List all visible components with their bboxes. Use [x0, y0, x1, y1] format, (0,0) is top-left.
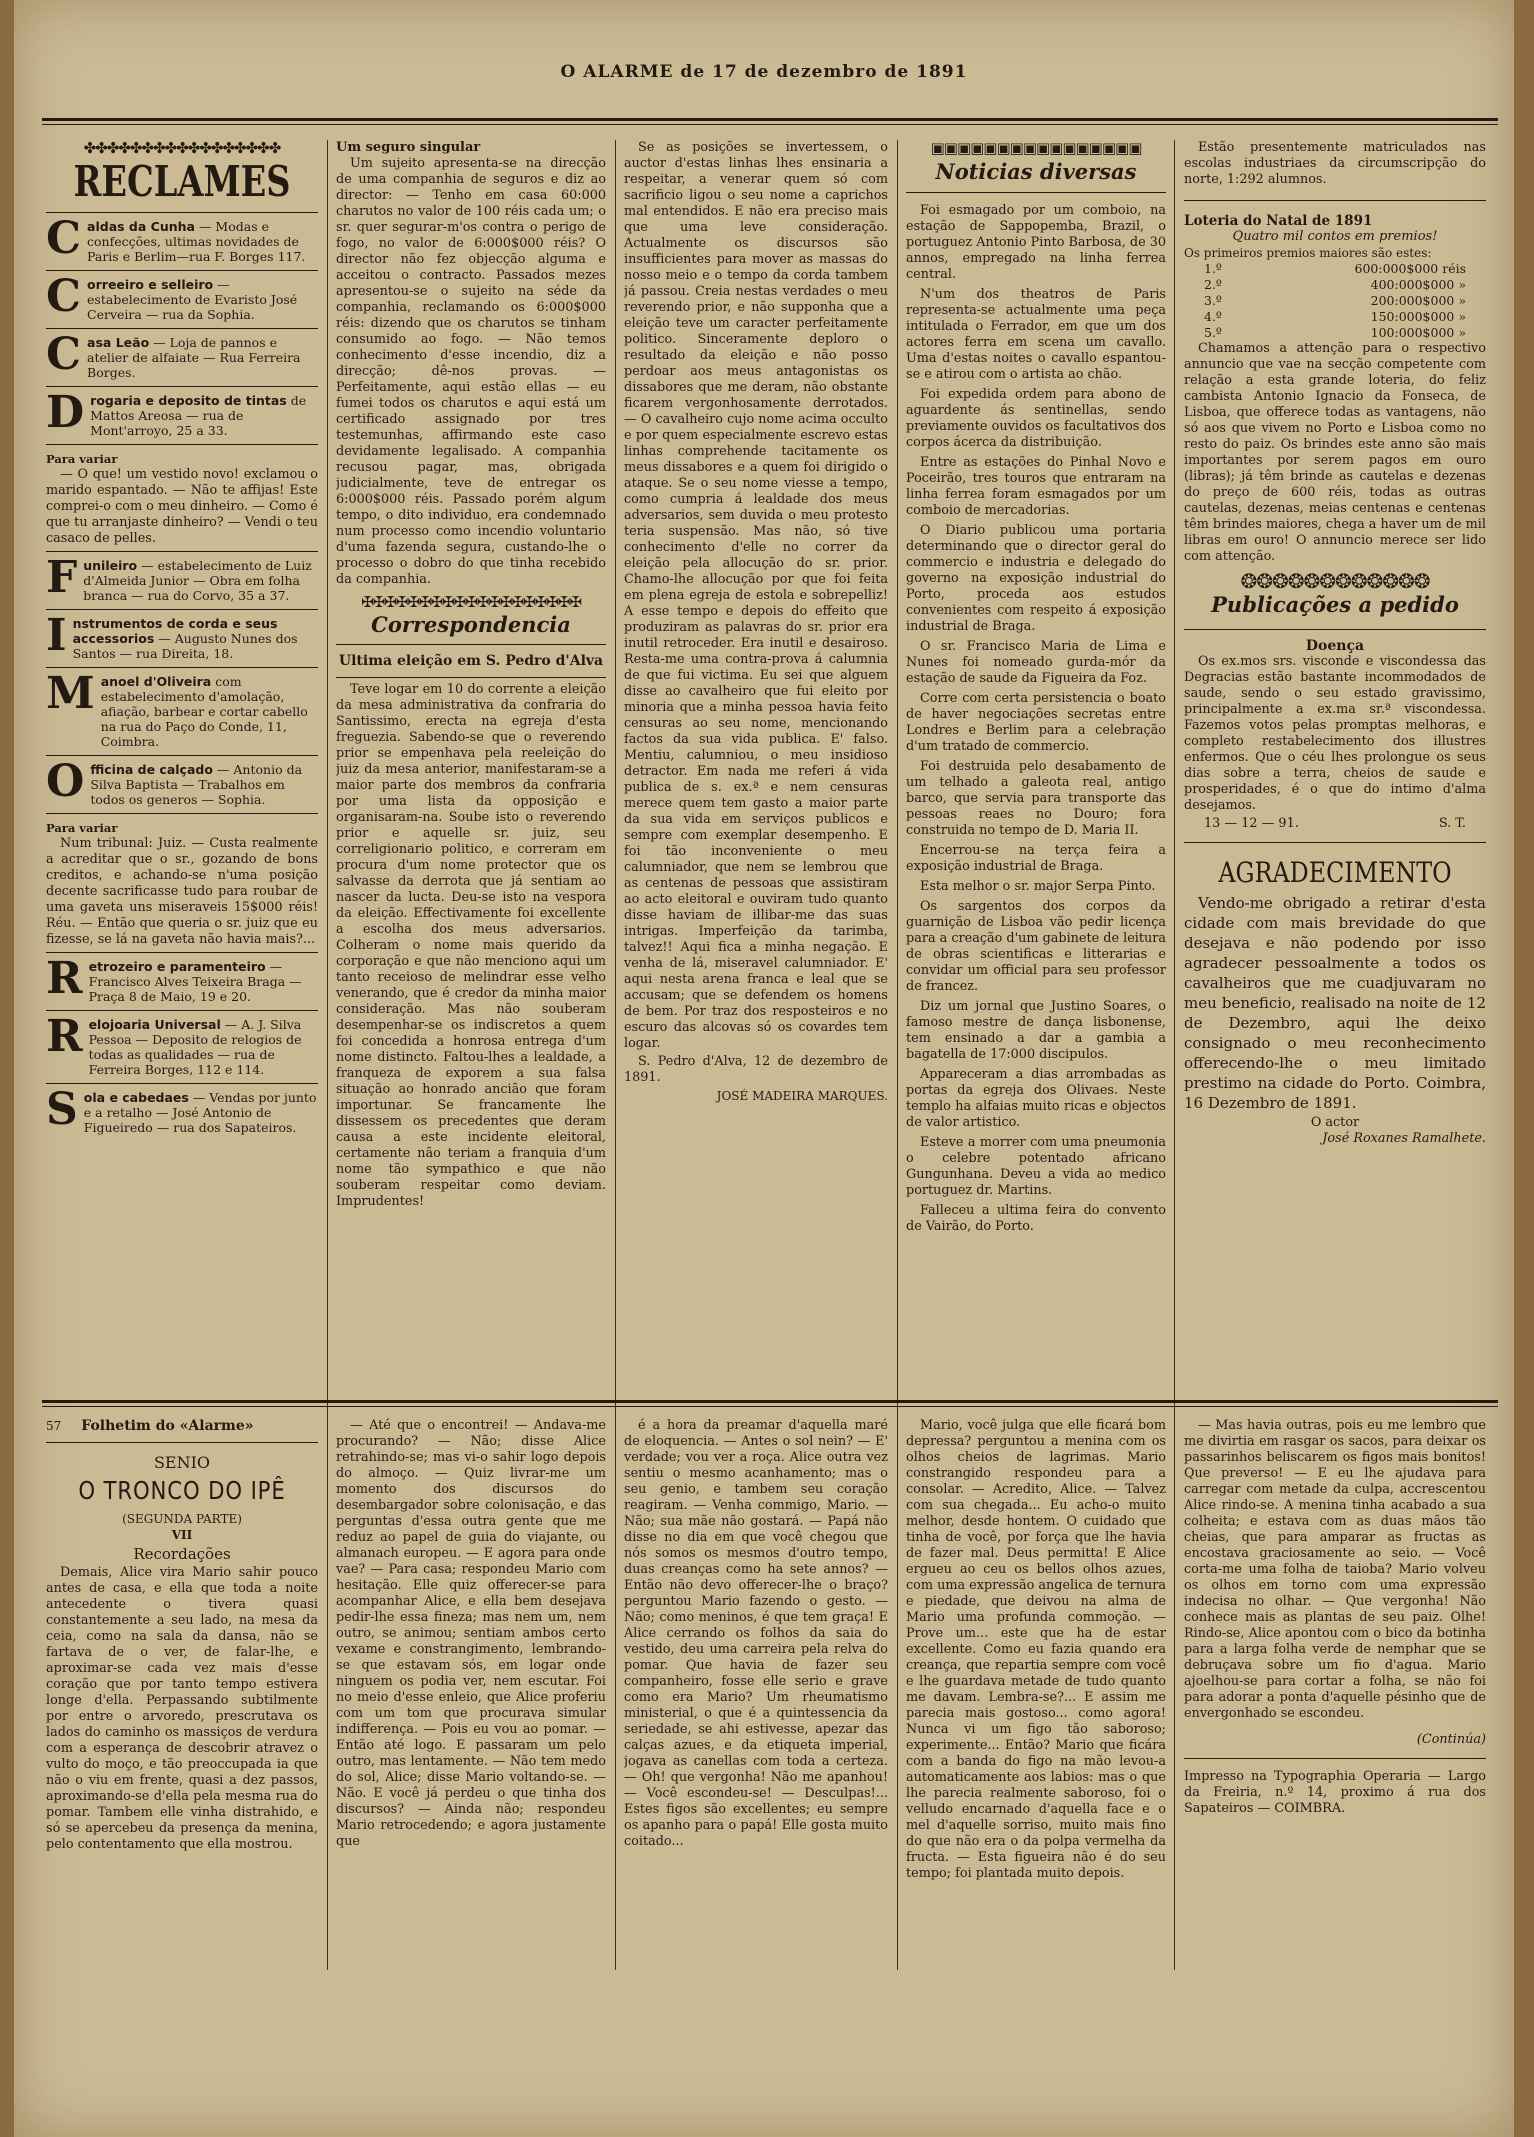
correspondencia-signature: JOSÉ MADEIRA MARQUES. [716, 1089, 888, 1103]
seguro-text: Um sujeito apresenta-se na direcção de uma companhia de seguros e diz ao director: — Tenho em casa 60:000 charutos no valor de 100 réis cada um; o sr. quer segurar-m'os contra o perigo de fogo, no valor de 6:000$000 réis? O director não fez objecção alguma e acceitou o contracto. Passados mezes apresentou-se o sujeito na séde da companhia, reclamando os 6:000$000 réis: dizendo que os charutos se tinham consumido ao fogo. — Não temos conhecimento d'esse incendio, diz a direcção; dê-nos provas. — Perfeitamente, aqui estão ellas — eu fumei todos os charutos e aqui está um certificado assignado por tres testemunhas, affirmando este caso devidamente legalisado. A companhia recusou pagar, mas, obrigada judicialmente, teve de entregar os 6:000$000 réis. Passado porém algum tempo, o dito individuo, era condemnado num processo como incendio voluntario d'uma fazenda segura, custando-lhe o processo o dobro do que tinha recebido da companhia. [336, 156, 606, 587]
loteria-subtitle: Quatro mil contos em premios! [1232, 229, 1438, 244]
ad-drogaria: D rogaria e deposito de tintas de Mattos Areosa — rua de Mont'arroyo, 25 a 33. [46, 387, 307, 438]
joke-text: Num tribunal: Juiz. — Custa realmente a acreditar que o sr., gozando de bons creditos, e achando-se n'uma posição decente sacrificasse tudo para roubar de uma gaveta uns miseraveis 15$000 réis! Réu. — Então que queria o sr. juiz que eu fizesse, se lá na gaveta não havia mais?... [46, 836, 318, 947]
folhetim-col-3 [624, 1418, 888, 1978]
agradecimento-signature: José Roxanes Ramalhete. [1322, 1131, 1486, 1146]
joke-heading: Para variar [46, 821, 118, 835]
folhetim-title: O TRONCO DO IPÊ [78, 1476, 286, 1505]
joke-heading: Para variar [46, 452, 118, 466]
loteria-text: Chamamos a attenção para o respectivo annuncio que vae na secção competente com relação a esta grande loteria, do feliz cambista Antonio Ignacio da Fonseca, de Lisboa, que offerece todas as vantagens, não só aos que vivem no Porto e Lisboa como no resto do paiz. Os brindes este anno são mais importantes por serem pagos em ouro (libras); já têm brinde as cautelas e dezenas do preço de 600 réis, todas as outras cautelas, dezenas, meias centenas e centenas têm brindes maiores, chega a haver um de mil libras em ouro! O annuncio merece ser lido com attenção. [1184, 341, 1486, 564]
correspondencia-place: S. Pedro d'Alva, 12 de dezembro de 1891. [624, 1054, 888, 1085]
folhetim-text: é a hora da preamar d'aquella maré de eloquencia. — Antes o sol nein? — E' verdade; vou ver a roça. Alice outra vez sentiu o mesmo acanhamento; mas o seu genio, e tambem seu coração reagiram. — Venha commigo, Mario. — Não; sua mãe não gostará. — Papá não disse no dia em que você chegou que nós somos os mesmos d'outro tempo, duas creanças como ha sete annos? — Então não devo offerecer-lhe o braço? perguntou Mario fazendo o gesto. — Não; como meninos, é que tem graça! E Alice cerrando os folhos da saia do vestido, deu uma carreira pela relva do pomar. Que havia de fazer seu companheiro, fosse elle serio e grave como era Mario? Um rheumatismo ministerial, o que é a quintessencia da seriedade, se ahi estivesse, apezar das calças azues, e da etiqueta imperial, jogava as canellas com toda a certeza. — Oh! que vergonha! Não me apanhou! — Você escondeu-se! — Desculpas!... Estes figos são excellentes; eu sempre os apanho para o papá! Elle gosta muito coitado... [624, 1418, 888, 1849]
seguro-title: Um seguro singular [336, 140, 481, 155]
agradecimento-title: AGRADECIMENTO [1218, 856, 1452, 889]
masthead-rule [42, 118, 1498, 121]
prize-row: 1.º 600:000$000 réis [1204, 261, 1466, 276]
joke-text: — O que! um vestido novo! exclamou o marido espantado. — Não te affijas! Este comprei-o com o meu dinheiro. — Como é que tu arranjaste dinheiro? — Vendi o teu casaco de pelles. [46, 467, 318, 546]
folhetim-text: Mario, você julga que elle ficará bom depressa? perguntou a menina com os olhos cheios de lagrimas. Mario constrangido respondeu para a consolar. — Acredito, Alice. — Talvez com sua chegada... Eu acho-o muito melhor, desde hontem. O cuidado que tinha de você, por força que lhe havia de fazer mal. Deus permitta! E Alice ergueu ao ceu os bellos olhos azues, com uma expressão angelica de ternura e piedade, que deivou na alma de Mario uma profunda commoção. — Prove um... este que ha de estar excellente. Como eu fazia quando era creança, que repartia sempre com você e lhe guardava metade de tudo quanto me davam. Lembra-se?... E assim me parecia mais gostoso... como agora! Nunca vi um figo tão saboroso; experimente... Então? Mario que ficára com a banda do figo na mão levou-a automaticamente aos labios: mas o que lhe parecia realmente saboroso, foi o velludo encarnado d'aquella face e o mel d'aquelle sorriso, muito mais fino do que não era o da polpa vermelha da fructa. — Esta figueira não é do seu tempo; foi plantada muito depois. [906, 1418, 1166, 1881]
noticia-item: Foi esmagado por um comboio, na estação de Sappopemba, Brazil, o portuguez Antonio Pinto Barbosa, de 30 annos, empregado na linha ferrea central. [906, 203, 1166, 282]
folhetim-col-4 [906, 1418, 1166, 1978]
ad-retrozeiro: R etrozeiro e paramenteiro — Francisco Alves Teixeira Braga — Praça 8 de Maio, 19 e 20. [46, 953, 302, 1004]
correspondencia-text: Teve logar em 10 do corrente a eleição da mesa administrativa da confraria do Santissimo, erecta na egreja d'esta freguezia. Sabendo-se que o reverendo prior se empenhava pela reeleição do juiz da mesa anterior, manifestaram-se a maior parte dos membros da confraria por uma lista da opposição e organisaram-na. Soube isto o reverendo prior e aquelle sr. juiz, seu correligionario politico, e correram em procura d'um nome protector que os salvasse da derrota que já sentiam ao nascer da lucta. Deu-se isto na vespora da eleição. Effectivamente foi excellente a escolha dos meus adversarios. Colheram o nome mais querido da corporação e que não menciono aqui um tanto receioso de melindrar esse velho venerando, que é credor da minha maior consideração. Mas não souberam desempenhar-se os indiscretos a quem foi concedida a honrosa entrega d'um nome distincto. Faltou-lhes a lealdade, a franqueza de exporem a sua falsa situação ao honrado ancião que foram importunar. Se francamente lhe dissessem os precedentes que deram causa a este incidente eleitoral, certamente não teriam a franquia d'um nome tão sympathico e que não souberam respeitar como deviam. Imprudentes! [336, 682, 606, 1209]
noticia-item: Foi expedida ordem para abono de aguardente ás sentinellas, sendo previamente ouvidos os facultativos dos corpos ácerca da distribuição. [906, 387, 1166, 450]
folhetim-col-2 [336, 1418, 606, 1978]
prize-list [1184, 261, 1486, 341]
masthead-rule-thin [42, 124, 1498, 125]
loteria-lead: Os primeiros premios maiores são estes: [1184, 246, 1432, 260]
ad-funileiro: F unileiro — estabelecimento de Luiz d'Almeida Junior — Obra em folha branca — rua do Corvo, 35 a 37. [46, 552, 312, 603]
correspondencia-subtitle: Ultima eleição em S. Pedro d'Alva [338, 653, 604, 669]
ornament-border: ✠✠✠✠✠✠✠✠✠✠✠✠✠✠✠✠✠✠✠ [361, 594, 581, 610]
noticia-item: N'um dos theatros de Paris representa-se actualmente uma peça intitulada o Ferrador, em que um dos actores ferra em scena um cavallo. Uma d'estas noites o cavallo espantou-se e atirou com o artista ao chão. [906, 287, 1166, 382]
noticia-item: Esta melhor o sr. major Serpa Pinto. [920, 879, 1156, 894]
prize-row: 2.º 400:000$000 » [1204, 277, 1466, 292]
reclames-title: RECLAMES [73, 157, 291, 206]
prize-row: 3.º 200:000$000 » [1204, 293, 1466, 308]
noticia-item: Appareceram a dias arrombadas as portas da egreja dos Olivaes. Neste templo ha alfaias muito ricas e objectos de valor artistico. [906, 1067, 1166, 1130]
folhetim-col-5 [1184, 1418, 1486, 1978]
noticia-item: O sr. Francisco Maria de Lima e Nunes foi nomeado gurda-mór da estação de saude da Figueira da Foz. [906, 639, 1166, 686]
loteria-title: Loteria do Natal de 1891 [1184, 213, 1373, 229]
noticia-item: Os sargentos dos corpos da guarnição de Lisboa vão pedir licença para a creação d'um gabinete de leitura de obras scientificas e litterarias e convidar um official para seu professor de francez. [906, 899, 1166, 994]
ad-relojoaria: R elojoaria Universal — A. J. Silva Pessoa — Deposito de relogios de todas as qualidades — rua de Ferreira Borges, 112 e 114. [46, 1011, 302, 1077]
column-divider [327, 140, 328, 1970]
imprint: Impresso na Typographia Operaria — Largo da Freiria, n.º 14, proximo á rua dos Sapateiros — COIMBRA. [1184, 1769, 1486, 1816]
noticias-title: Noticias diversas [935, 159, 1137, 184]
ad-casa-leao: C asa Leão — Loja de pannos e atelier de alfaiate — Rua Ferreira Borges. [46, 329, 301, 380]
prize-row: 5.º 100:000$000 » [1204, 325, 1466, 340]
ad-sola: S ola e cabedaes — Vendas por junto e a retalho — José Antonio de Figueiredo — rua dos Sapateiros. [46, 1084, 317, 1135]
column-divider [615, 140, 616, 1970]
doenca-footer: 13 — 12 — 91. S. T. [1204, 816, 1466, 831]
folhetim-text: — Mas havia outras, pois eu me lembro que me divirtia em rasgar os sacos, para deixar os passarinhos beliscarem os figos mais bonitos! Que preverso! — E eu lhe ajudava para carregar com metade da culpa, accrescentou Alice rindo-se. A menina tinha acabado a sua colheita; e estava com as duas mãos tão cheias, que para amparar as fructas as encostava graciosamente ao seio. — Você corta-me uma folha de taioba? Mario volveu os olhos em torno com uma expressão indecisa no olhar. — Que vergonha! Não conhece mais as plantas de seu paiz. Olhe! Rindo-se, Alice apontou com o bico da botinha para a larga folha verde de nemphar que se debruçava sobre um fio d'agua. Mario ajoelhou-se para cortar a folha, se não foi para adorar a ponta d'aquelle pésinho que de envergonhado se escondeu. [1184, 1418, 1486, 1721]
noticia-item: Esteve a morrer com uma pneumonia o celebre potentado africano Gungunhana. Deveu a vida ao medico portuguez dr. Martins. [906, 1135, 1166, 1198]
column-divider [897, 140, 898, 1970]
agradecimento-text: Vendo-me obrigado a retirar d'esta cidade com mais brevidade do que desejava e não podendo por isso agradecer pessoalmente a todos os cavalheiros que me cuadjuvaram no meu beneficio, realisado na noite de 12 de Dezembro, aqui lhe deixo consignado o meu reconhecimento offerecendo-lhe o meu limitado prestimo na cidade do Porto. Coimbra, 16 Dezembro de 1891. [1184, 894, 1486, 1112]
prize-row: 4.º 150:000$000 » [1204, 309, 1466, 324]
noticia-item: Falleceu a ultima feira do convento de Vairão, do Porto. [906, 1203, 1166, 1234]
ad-officina: O fficina de calçado — Antonio da Silva Baptista — Trabalhos em todos os generos — Sophia. [46, 756, 303, 807]
reclames-column [46, 140, 318, 1365]
column-2 [336, 140, 606, 1365]
doenca-title: Doença [1305, 638, 1365, 654]
column-3 [624, 140, 888, 1365]
folhetim-author: SENIO [153, 1453, 211, 1472]
publicacoes-title: Publicações a pedido [1211, 592, 1459, 617]
folhetim-text: — Até que o encontrei! — Andava-me procurando? — Não; disse Alice retrahindo-se; mas vi-o sahir logo depois do almoço. — Quiz livrar-me um momento dos discursos do desembargador sobre colonisação, e das perguntas d'essa outra gente que me reduz ao papel de guia do viajante, ou almanach europeu. — E agora para onde vae? — Para casa; respondeu Mario com hesitação. Elle quiz offerecer-se para acompanhar Alice, e ella bem desejava pedir-lhe essa fineza; mas nem um, nem outro, se animou; sentiam ambos certo vexame e constrangimento, lembrando-se que estavam sós, em logar onde ninguem os podia ver, nem escutar. Foi no meio d'esse enleio, que Alice proferiu com um tom que procurava simular indifferença. — Pois eu vou ao pomar. — Então até logo. E passaram um pelo outro, mas lentamente. — Não tem medo do sol, Alice; disse Mario voltando-se. — Não. E você já perdeu o que tinha dos discursos? — Ainda não; respondeu Mario retrocedendo; e agora justamente que [336, 1418, 606, 1849]
folhetim-part: (SEGUNDA PARTE) [122, 1512, 242, 1526]
ad-instrumentos: I nstrumentos de corda e seus accessorios — Augusto Nunes dos Santos — rua Direita, 18. [46, 610, 298, 661]
correspondencia-text-cont: Se as posições se invertessem, o auctor d'estas linhas lhes ensinaria a respeitar, a venerar quem só com sacrificio ligou o seu nome a caprichos mal entendidos. E não era preciso mais que uma leve consideração. Actualmente os discursos são insufficientes para mover as massas do nosso meio e o tempo da corda tambem já passou. Creia nestas verdades o meu reverendo prior, e não supponha que a eleição teve um caracter perfeitamente politico. Sinceramente deploro o resultado da eleição e não posso perdoar aos meus antagonistas os dissabores que me deram, não obstante ficarem vergonhosamente derrotados. — O cavalheiro cujo nome acima occulto e por quem especialmente escrevo estas linhas comprehende tacitamente os meus dissabores e a quem foi dirigido o ataque. Se o seu nome viesse a tempo, como cumpria á lealdade dos meus adversarios, sem duvida o meu protesto teria suspensão. Mas não, só tive conhecimento d'elle no correr da eleição pela allocução do sr. prior. Chamo-lhe allocução por que foi feita em plena egreja de estola e sobrepelliz! A esse tempo e depois do effeito que produziram as palavras do sr. prior era inutil retroceder. Era inutil e desairoso. Resta-me uma contra-prova á calumnia de que fui victima. Eu sei que alguem disse ao cavalheiro que fui eleito por minoria que a minha pessoa havia feito censuras ao seu nome, mencionando factos da sua vida publica. E' falso. Mentiu, calumniou, o meu insidioso detractor. Em nada me referi á vida publica de s. ex.ª e nem censuras merece quem tem gasto a maior parte da sua vida em serviços publicos e sempre com exemplar desempenho. E foi tão inconveniente o meu calumniador, que nem se lembrou que as centenas de pessoas que assistiram ao acto eleitoral e ouviram tudo quanto disse haviam de illibar-me das suas intrigas. Imperfeição da tarimba, talvez!! Aqui fica a minha negação. E venha de lá, miseravel calumniador. E' aqui nesta arena franca e leal que se accusam; que se defendem os homens de bem. Por traz dos resposteiros e no escuro das alcovas só os covardes tem logar. [624, 140, 888, 1051]
noticia-item: Corre com certa persistencia o boato de haver negociações secretas entre Londres e Berlim para a celebração d'um tratado de commercio. [906, 691, 1166, 754]
ornament-border: ✤✤✤✤✤✤✤✤✤✤✤✤✤✤✤✤✤ [83, 140, 281, 156]
ornament-border: ❂❂❂❂❂❂❂❂❂❂❂❂ [1240, 573, 1430, 589]
folhetim-header: 57 Folhetim do «Alarme» [46, 1418, 254, 1434]
ad-caldas: C aldas da Cunha — Modas e confecções, ultimas novidades de Paris e Berlim—rua F. Borges 117. [46, 213, 306, 264]
masthead: O ALARME de 17 de dezembro de 1891 [560, 62, 968, 82]
column-5 [1184, 140, 1486, 1365]
folhetim-chapter-title: Recordações [133, 1545, 231, 1563]
ornament-border: ▣▣▣▣▣▣▣▣▣▣▣▣▣▣▣▣ [930, 140, 1142, 156]
ad-correeiro: C orreeiro e selleiro — estabelecimento de Evaristo José Cerveira — rua da Sophia. [46, 271, 298, 322]
folhetim-rule-thin [42, 1406, 1498, 1407]
folhetim-col-1 [46, 1418, 318, 1978]
agradecimento-role: O actor [1310, 1115, 1360, 1130]
noticia-item: Foi destruida pelo desabamento de um telhado a galeota real, antigo barco, que servia para transporte das pessoas reaes no Douro; fora construida no tempo de D. Maria II. [906, 759, 1166, 838]
separator [46, 212, 318, 213]
column-4 [906, 140, 1166, 1365]
ad-manoel: M anoel d'Oliveira com estabelecimento d'amolação, afiação, barbear e cortar cabello na rua do Paço do Conde, 11, Coimbra. [46, 668, 308, 749]
folhetim-chapter: VII [171, 1528, 193, 1542]
noticias-list [906, 203, 1166, 1235]
folhetim-text: Demais, Alice vira Mario sahir pouco antes de casa, e ella que toda a noite antecedente o tivera quasi constantemente a seu lado, na mesa da ceia, como na sala da dansa, não se fartava de o ver, de falar-lhe, e aproximar-se cada vez mais d'esse coração que por tanto tempo estivera longe d'ella. Perpassando subtilmente por entre o arvoredo, prescrutava os lados do caminho os massiços de verdura com a esperança de descobrir atravez o vulto do moço, e tão preoccupada ia que não o viu em frente, quasi a dez passos, aproximando-se d'ella pela mesma rua do pomar. Tambem elle vinha distrahido, e só se apercebeu da presença da menina, pelo contentamento que ella mostrou. [46, 1565, 318, 1852]
doenca-text: Os ex.mos srs. visconde e viscondessa das Degracias estão bastante incommodados de saude, sendo o seu estado gravissimo, principalmente a ex.ma sr.ª viscondessa. Fazemos votos pelas promptas melhoras, e completo restabelecimento dos illustres enfermos. Que o céu lhes prolongue os seus dias sobre a terra, cheios de saude e prosperidades, é o que do intimo d'alma desejamos. [1184, 654, 1486, 813]
noticia-item: Encerrou-se na terça feira a exposição industrial de Braga. [906, 843, 1166, 874]
noticia-item: O Diario publicou uma portaria determinando que o director geral do commercio e industria e delegado do governo na exposição industrial do Porto, proceda aos estudos convenientes com respeito á exposição industrial de Braga. [906, 523, 1166, 634]
continua-label: (Continúa) [1416, 1732, 1486, 1747]
escolas-note: Estão presentemente matriculados nas escolas industriaes da circumscripção do norte, 1:292 alumnos. [1184, 140, 1486, 187]
column-divider [1174, 140, 1175, 1970]
noticia-item: Diz um jornal que Justino Soares, o famoso mestre de dança lisbonense, tem ensinado a dar a gambia a bagatella de 17:000 discipulos. [906, 999, 1166, 1062]
folhetim-rule [42, 1400, 1498, 1403]
newspaper-page [14, 0, 1514, 2137]
noticia-item: Entre as estações do Pinhal Novo e Poceirão, tres touros que entraram na linha ferrea foram esmagados por um comboio de mercadorias. [906, 455, 1166, 518]
correspondencia-title: Correspondencia [371, 612, 571, 637]
